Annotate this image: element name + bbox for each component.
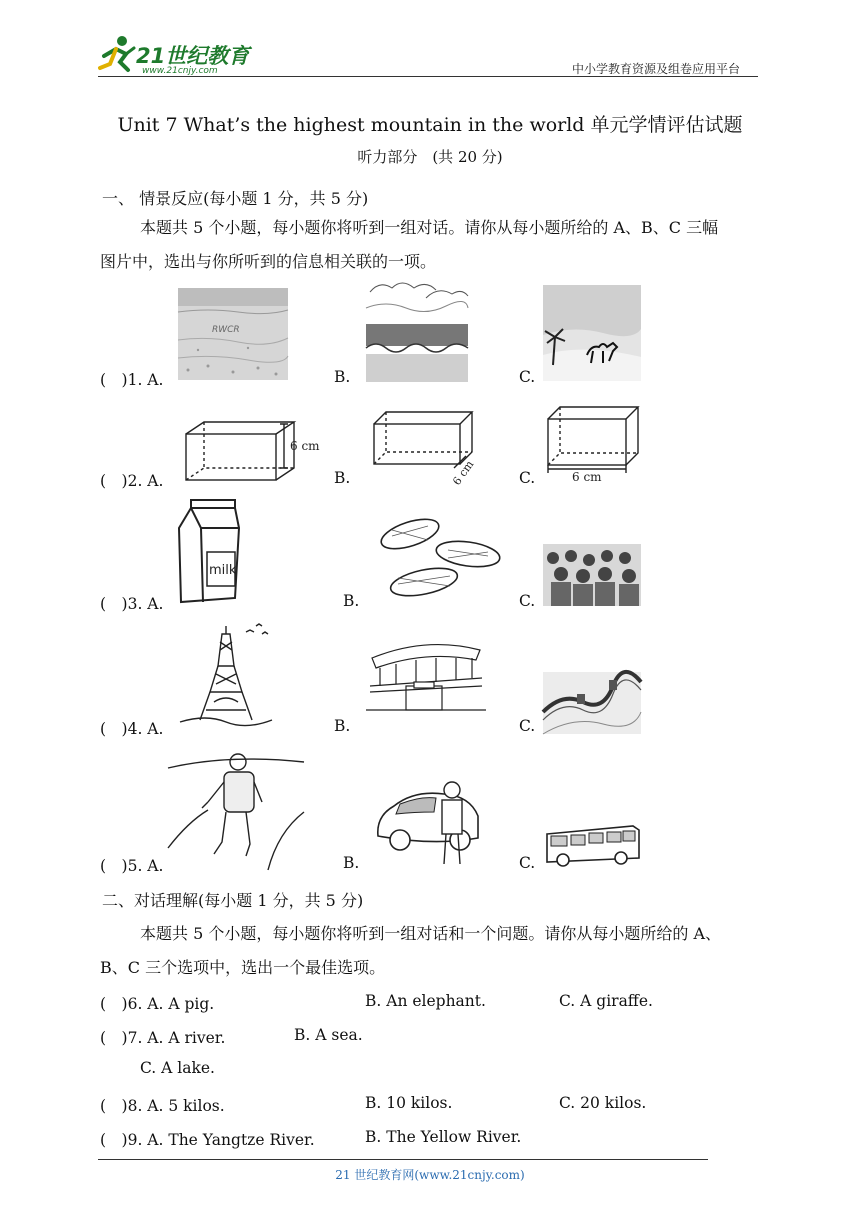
q7-option-c: C. A lake. <box>140 1059 215 1077</box>
q6-option-b: B. An elephant. <box>365 992 486 1010</box>
q6-option-c: C. A giraffe. <box>559 992 653 1010</box>
q7-option-b: B. A sea. <box>294 1026 363 1044</box>
header-platform-text: 中小学教育资源及组卷应用平台 <box>572 62 741 76</box>
q9-option-b: B. The Yellow River. <box>365 1128 522 1146</box>
q5-c-label: C. <box>519 854 536 872</box>
q3-b-label: B. <box>343 592 360 610</box>
beach-sand-image <box>178 288 288 380</box>
desert-camel-image <box>543 285 641 381</box>
site-logo <box>96 34 266 78</box>
q8-option-b: B. 10 kilos. <box>365 1094 453 1112</box>
box-depth-image <box>372 410 492 488</box>
q2-b-label: B. <box>334 469 351 487</box>
milk-label: milk <box>209 563 237 578</box>
runner-logo-icon <box>96 34 136 74</box>
part2-instruction-2: B、C 三个选项中，选出一个最佳选项。 <box>100 958 386 977</box>
part1-heading: 一、 情景反应(每小题 1 分，共 5 分) <box>102 189 369 208</box>
part1-instruction-1: 本题共 5 个小题，每小题你将听到一组对话。请你从每小题所给的 A、B、C 三幅 <box>140 218 719 237</box>
part2-heading: 二、对话理解(每小题 1 分，共 5 分) <box>102 891 364 910</box>
q4-label: ( )4. A. <box>100 720 164 738</box>
q2-c-label: C. <box>519 469 536 487</box>
box-height-image <box>178 418 328 484</box>
q2a-dimension-label: 6 cm <box>290 439 320 453</box>
part2-instruction-1: 本题共 5 个小题，每小题你将听到一组对话和一个问题。请你从每小题所给的 A、 <box>140 924 721 943</box>
q5-b-label: B. <box>343 854 360 872</box>
header-divider <box>98 76 758 77</box>
logo-main-text: 21世纪教育 <box>136 44 250 68</box>
bus-image <box>543 822 641 868</box>
q3-c-label: C. <box>519 592 536 610</box>
svg-text:RWCR: RWCR <box>212 325 240 335</box>
q1-c-label: C. <box>519 368 536 386</box>
crowd-image <box>543 544 641 606</box>
footer-divider <box>98 1159 708 1160</box>
page-subtitle: 听力部分 (共 20 分) <box>357 148 503 166</box>
logo-sub-text: www.21cnjy.com <box>142 66 218 76</box>
q5-label: ( )5. A. <box>100 857 164 875</box>
sea-waves-image <box>366 278 468 382</box>
q8-option-c: C. 20 kilos. <box>559 1094 647 1112</box>
car-driver-image <box>374 776 484 866</box>
palace-gate-image <box>366 630 486 716</box>
q2b-dimension-label: 6 cm <box>450 458 477 488</box>
peanuts-image <box>378 510 504 602</box>
part1-instruction-2: 图片中，选出与你所听到的信息相关联的一项。 <box>100 252 437 271</box>
milk-carton-image <box>175 498 241 606</box>
q8-label: ( )8. A. 5 kilos. <box>100 1097 225 1115</box>
q9-label: ( )9. A. The Yangtze River. <box>100 1131 315 1149</box>
footer-link[interactable]: 21 世纪教育网(www.21cnjy.com) <box>335 1168 525 1182</box>
q4-c-label: C. <box>519 717 536 735</box>
q3-label: ( )3. A. <box>100 595 164 613</box>
box-width-image <box>546 405 642 483</box>
q1-b-label: B. <box>334 368 351 386</box>
q1-label: ( )1. A. <box>100 371 164 389</box>
q7-label: ( )7. A. A river. <box>100 1029 226 1047</box>
great-wall-image <box>543 672 641 734</box>
hiker-image <box>168 752 304 870</box>
q2c-dimension-label: 6 cm <box>572 470 602 484</box>
q2-label: ( )2. A. <box>100 472 164 490</box>
q4-b-label: B. <box>334 717 351 735</box>
eiffel-tower-image <box>176 622 272 728</box>
page-title: Unit 7 What’s the highest mountain in the world 单元学情评估试题 <box>117 114 743 136</box>
q6-label: ( )6. A. A pig. <box>100 995 215 1013</box>
